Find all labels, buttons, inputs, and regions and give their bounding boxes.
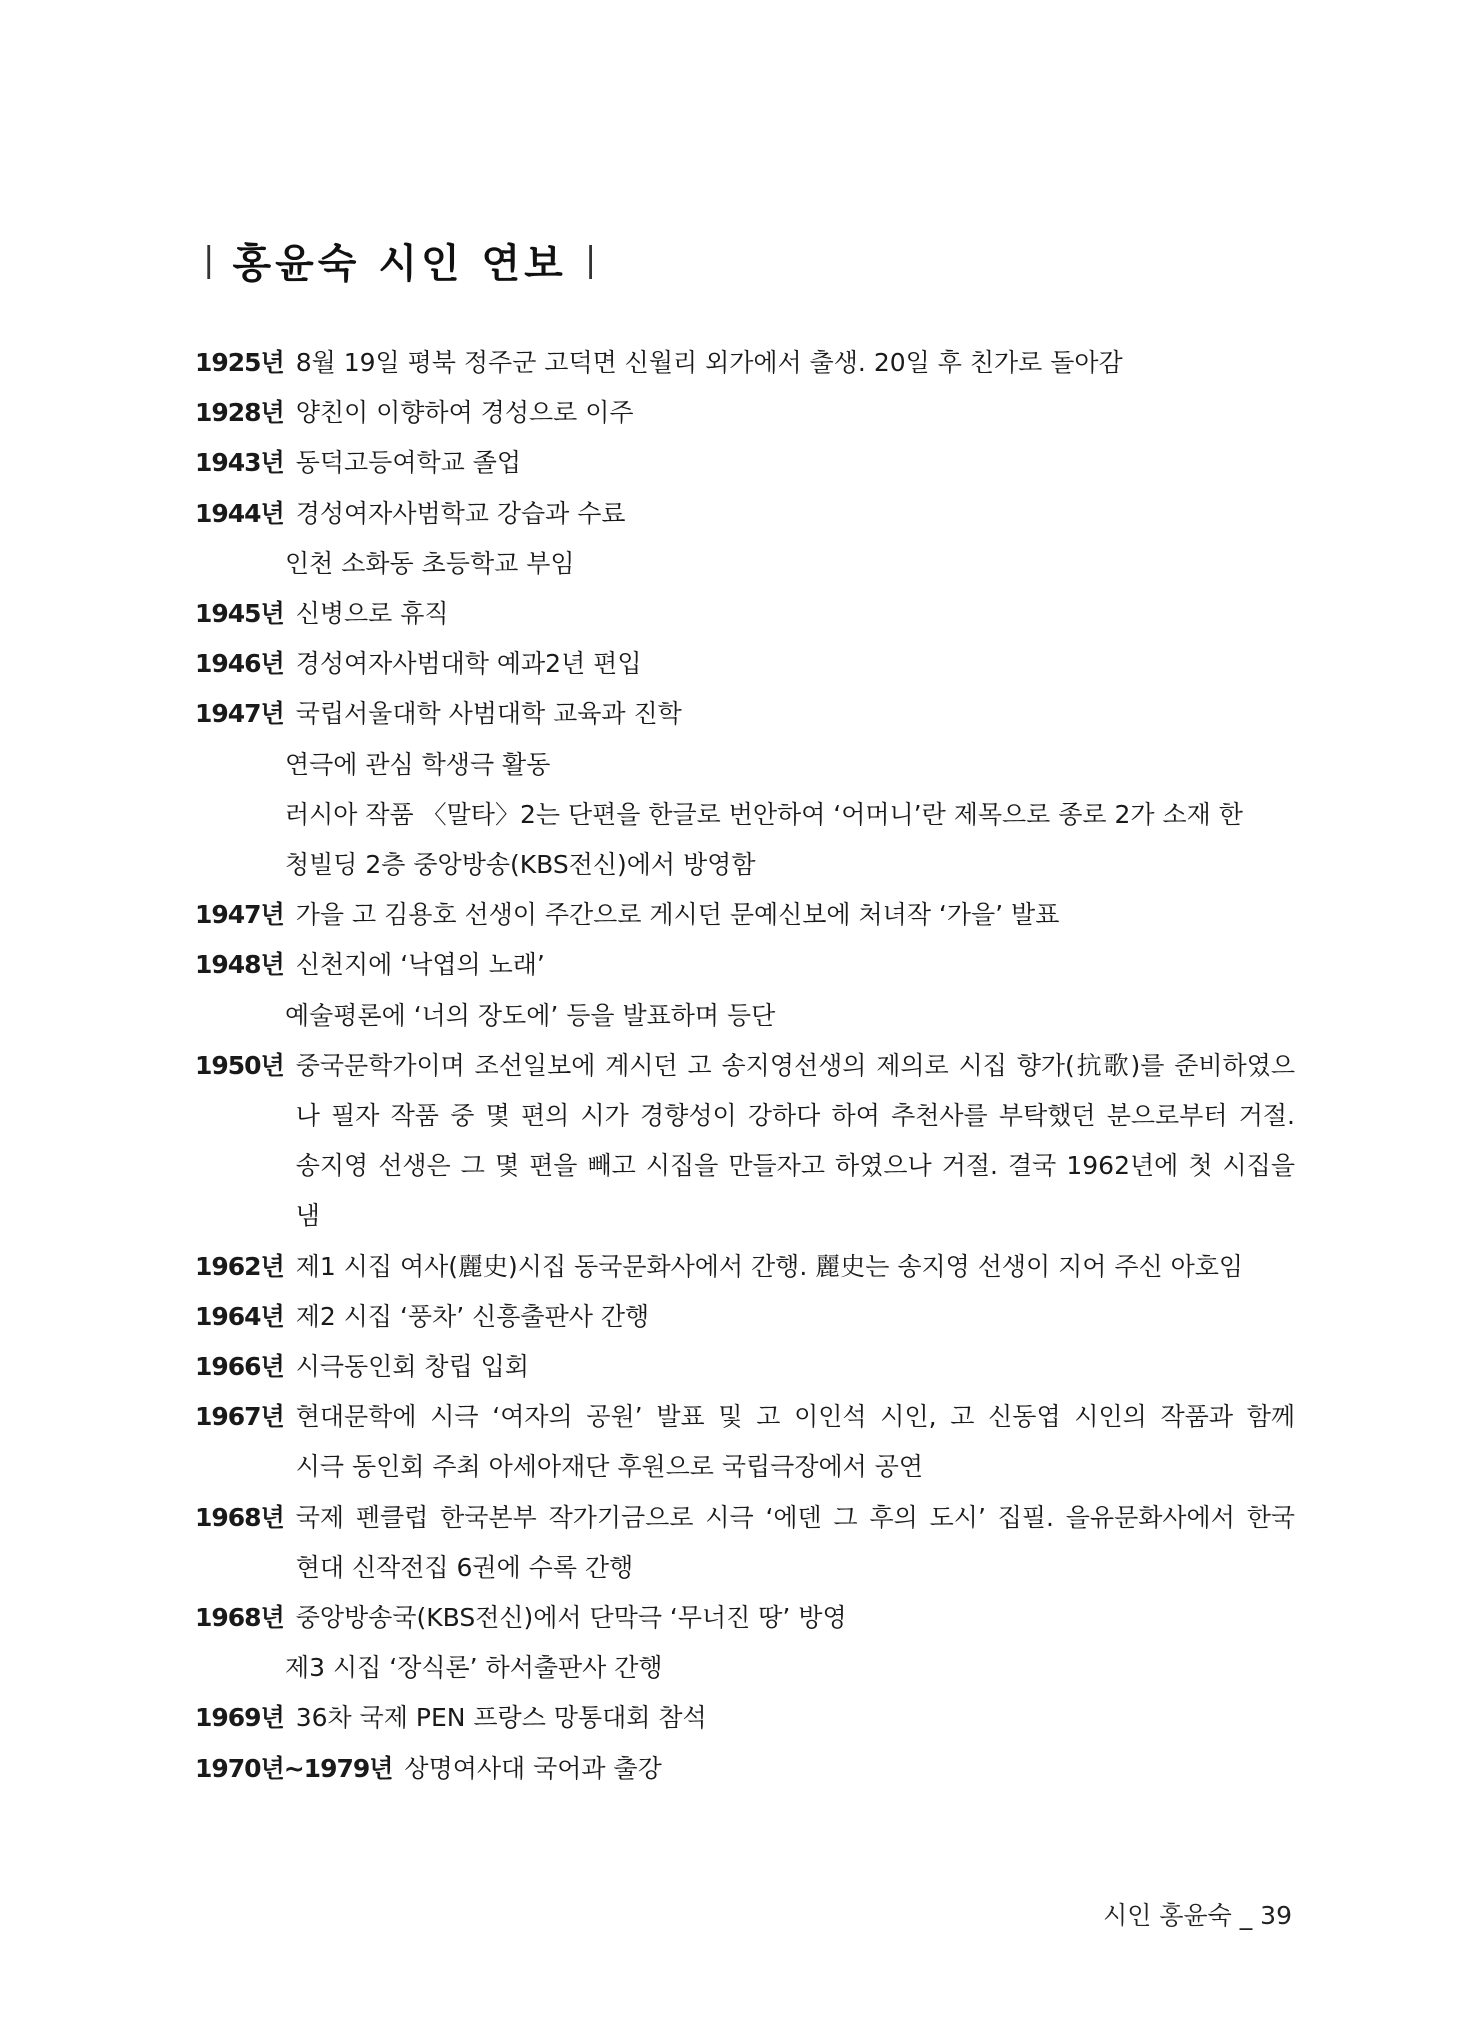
entry-year: 1943년 bbox=[195, 448, 284, 478]
entry-text bbox=[296, 940, 1295, 990]
entry-sub-line: 인천 소화동 초등학교 부임 bbox=[285, 548, 575, 578]
entry-line: 시극 동인회 주최 아세아재단 후원으로 국립극장에서 공연 bbox=[295, 1452, 924, 1482]
entry-year: 1968년 bbox=[195, 1502, 284, 1532]
chronology-entry bbox=[195, 940, 1295, 990]
entry-line: 경성여자사범대학 예과2년 편입 bbox=[295, 649, 642, 679]
entry-year: 1962년 bbox=[195, 1251, 284, 1281]
entry-sub-lines bbox=[195, 1643, 1295, 1693]
entry-line: 시극동인회 창립 입회 bbox=[295, 1352, 529, 1382]
entry-text bbox=[296, 1342, 1295, 1392]
entry-year: 1950년 bbox=[195, 1050, 284, 1080]
entry-line: 36차 국제 PEN 프랑스 망통대회 참석 bbox=[295, 1703, 707, 1733]
chronology-entry bbox=[195, 1693, 1295, 1743]
chronology-entry bbox=[195, 1493, 1295, 1593]
chronology-entry bbox=[195, 1342, 1295, 1392]
title-right-bar: | bbox=[584, 240, 597, 280]
entry-year: 1947년 bbox=[195, 699, 284, 729]
entry-text bbox=[296, 489, 1295, 539]
entry-year: 1947년 bbox=[195, 900, 284, 930]
entry-text bbox=[296, 1493, 1295, 1593]
chronology-entry bbox=[195, 1392, 1295, 1492]
entry-year: 1928년 bbox=[195, 398, 284, 428]
entry-sub-lines bbox=[195, 740, 1295, 891]
chronology-entry bbox=[195, 890, 1295, 940]
entry-line: 냄 bbox=[295, 1201, 320, 1231]
page-title bbox=[203, 230, 596, 290]
entry-sub-line: 청빌딩 2층 중앙방송(KBS전신)에서 방영함 bbox=[285, 850, 756, 880]
entry-line: 중국문학가이며 조선일보에 계시던 고 송지영선생의 제의로 시집 향가(抗歌)를 준비하였으 bbox=[295, 1050, 1295, 1080]
entry-text bbox=[404, 1744, 1295, 1794]
entry-year: 1970년~1979년 bbox=[195, 1753, 393, 1783]
chronology-entry bbox=[195, 589, 1295, 639]
entry-text bbox=[296, 1693, 1295, 1743]
entry-line: 중앙방송국(KBS전신)에서 단막극 ‘무너진 땅’ 방영 bbox=[295, 1603, 847, 1633]
entry-sub-line: 제3 시집 ‘장식론’ 하서출판사 간행 bbox=[285, 1653, 663, 1683]
entry-text bbox=[296, 890, 1295, 940]
entry-year: 1946년 bbox=[195, 649, 284, 679]
entry-sub-lines bbox=[195, 991, 1295, 1041]
page-footer: 시인 홍윤숙 _ 39 bbox=[1103, 1901, 1292, 1930]
entry-line: 나 필자 작품 중 몇 편의 시가 경향성이 강하다 하여 추천사를 부탁했던 분으로부터 거절. bbox=[295, 1101, 1295, 1131]
entry-sub-line: 러시아 작품 〈말타〉2는 단편을 한글로 번안하여 ‘어머니’란 제목으로 종로 2가 소재 한 bbox=[285, 799, 1243, 829]
entry-text bbox=[296, 1392, 1295, 1492]
entry-line: 신병으로 휴직 bbox=[295, 599, 449, 629]
entry-text bbox=[296, 589, 1295, 639]
title-text: 홍윤숙 시인 연보 bbox=[232, 240, 567, 287]
entry-text bbox=[296, 438, 1295, 488]
chronology-entry bbox=[195, 1593, 1295, 1643]
chronology-entry bbox=[195, 489, 1295, 539]
entry-line: 8월 19일 평북 정주군 고덕면 신월리 외가에서 출생. 20일 후 친가로 돌아감 bbox=[295, 348, 1123, 377]
entry-year: 1964년 bbox=[195, 1301, 284, 1331]
entry-line: 국제 펜클럽 한국본부 작가기금으로 시극 ‘에덴 그 후의 도시’ 집필. 을유문화사에서 한국 bbox=[295, 1502, 1295, 1532]
entry-text bbox=[296, 388, 1295, 438]
entry-line: 양친이 이향하여 경성으로 이주 bbox=[295, 398, 634, 428]
entry-text bbox=[296, 1292, 1295, 1342]
chronology-entry bbox=[195, 1292, 1295, 1342]
entry-text bbox=[296, 639, 1295, 689]
entry-year: 1968년 bbox=[195, 1603, 284, 1633]
entry-line: 상명여사대 국어과 출강 bbox=[404, 1753, 662, 1783]
entry-year: 1945년 bbox=[195, 599, 284, 629]
entry-line: 송지영 선생은 그 몇 편을 빼고 시집을 만들자고 하였으나 거절. 결국 1962년에 첫 시집을 bbox=[295, 1151, 1295, 1181]
entry-line: 현대문학에 시극 ‘여자의 공원’ 발표 및 고 이인석 시인, 고 신동엽 시인의 작품과 함께 bbox=[295, 1402, 1295, 1432]
entry-sub-line: 예술평론에 ‘너의 장도에’ 등을 발표하며 등단 bbox=[285, 1000, 776, 1030]
entry-line: 제1 시집 여사(麗史)시집 동국문화사에서 간행. 麗史는 송지영 선생이 지어 주신 아호임 bbox=[295, 1251, 1244, 1281]
entry-line: 동덕고등여학교 졸업 bbox=[295, 448, 522, 478]
entry-line: 신천지에 ‘낙엽의 노래’ bbox=[295, 950, 545, 980]
entry-year: 1967년 bbox=[195, 1402, 284, 1432]
entry-year: 1925년 bbox=[195, 348, 284, 377]
entry-line: 경성여자사범학교 강습과 수료 bbox=[295, 498, 626, 528]
chronology-entry bbox=[195, 689, 1295, 739]
entry-line: 국립서울대학 사범대학 교육과 진학 bbox=[295, 699, 682, 729]
chronology-entry bbox=[195, 1041, 1295, 1242]
entry-text bbox=[296, 1593, 1295, 1643]
entry-text bbox=[296, 689, 1295, 739]
entry-sub-line: 연극에 관심 학생극 활동 bbox=[285, 749, 551, 779]
chronology-entry bbox=[195, 1744, 1295, 1794]
entry-year: 1969년 bbox=[195, 1703, 284, 1733]
entry-sub-lines bbox=[195, 539, 1295, 589]
title-left-bar: | bbox=[203, 240, 215, 280]
entry-text bbox=[296, 1041, 1295, 1242]
chronology-entry bbox=[195, 338, 1295, 388]
entry-line: 가을 고 김용호 선생이 주간으로 게시던 문예신보에 처녀작 ‘가을’ 발표 bbox=[295, 900, 1060, 930]
chronology-entry bbox=[195, 639, 1295, 689]
entry-year: 1948년 bbox=[195, 950, 284, 980]
entry-text bbox=[296, 1242, 1295, 1292]
entry-line: 현대 신작전집 6권에 수록 간행 bbox=[295, 1552, 634, 1582]
chronology-entry bbox=[195, 1242, 1295, 1292]
entry-text bbox=[296, 338, 1295, 388]
chronology-entry bbox=[195, 388, 1295, 438]
entry-year: 1966년 bbox=[195, 1352, 284, 1382]
chronology-list bbox=[195, 338, 1295, 1794]
chronology-entry bbox=[195, 438, 1295, 488]
entry-line: 제2 시집 ‘풍차’ 신흥출판사 간행 bbox=[295, 1301, 650, 1331]
entry-year: 1944년 bbox=[195, 498, 284, 528]
